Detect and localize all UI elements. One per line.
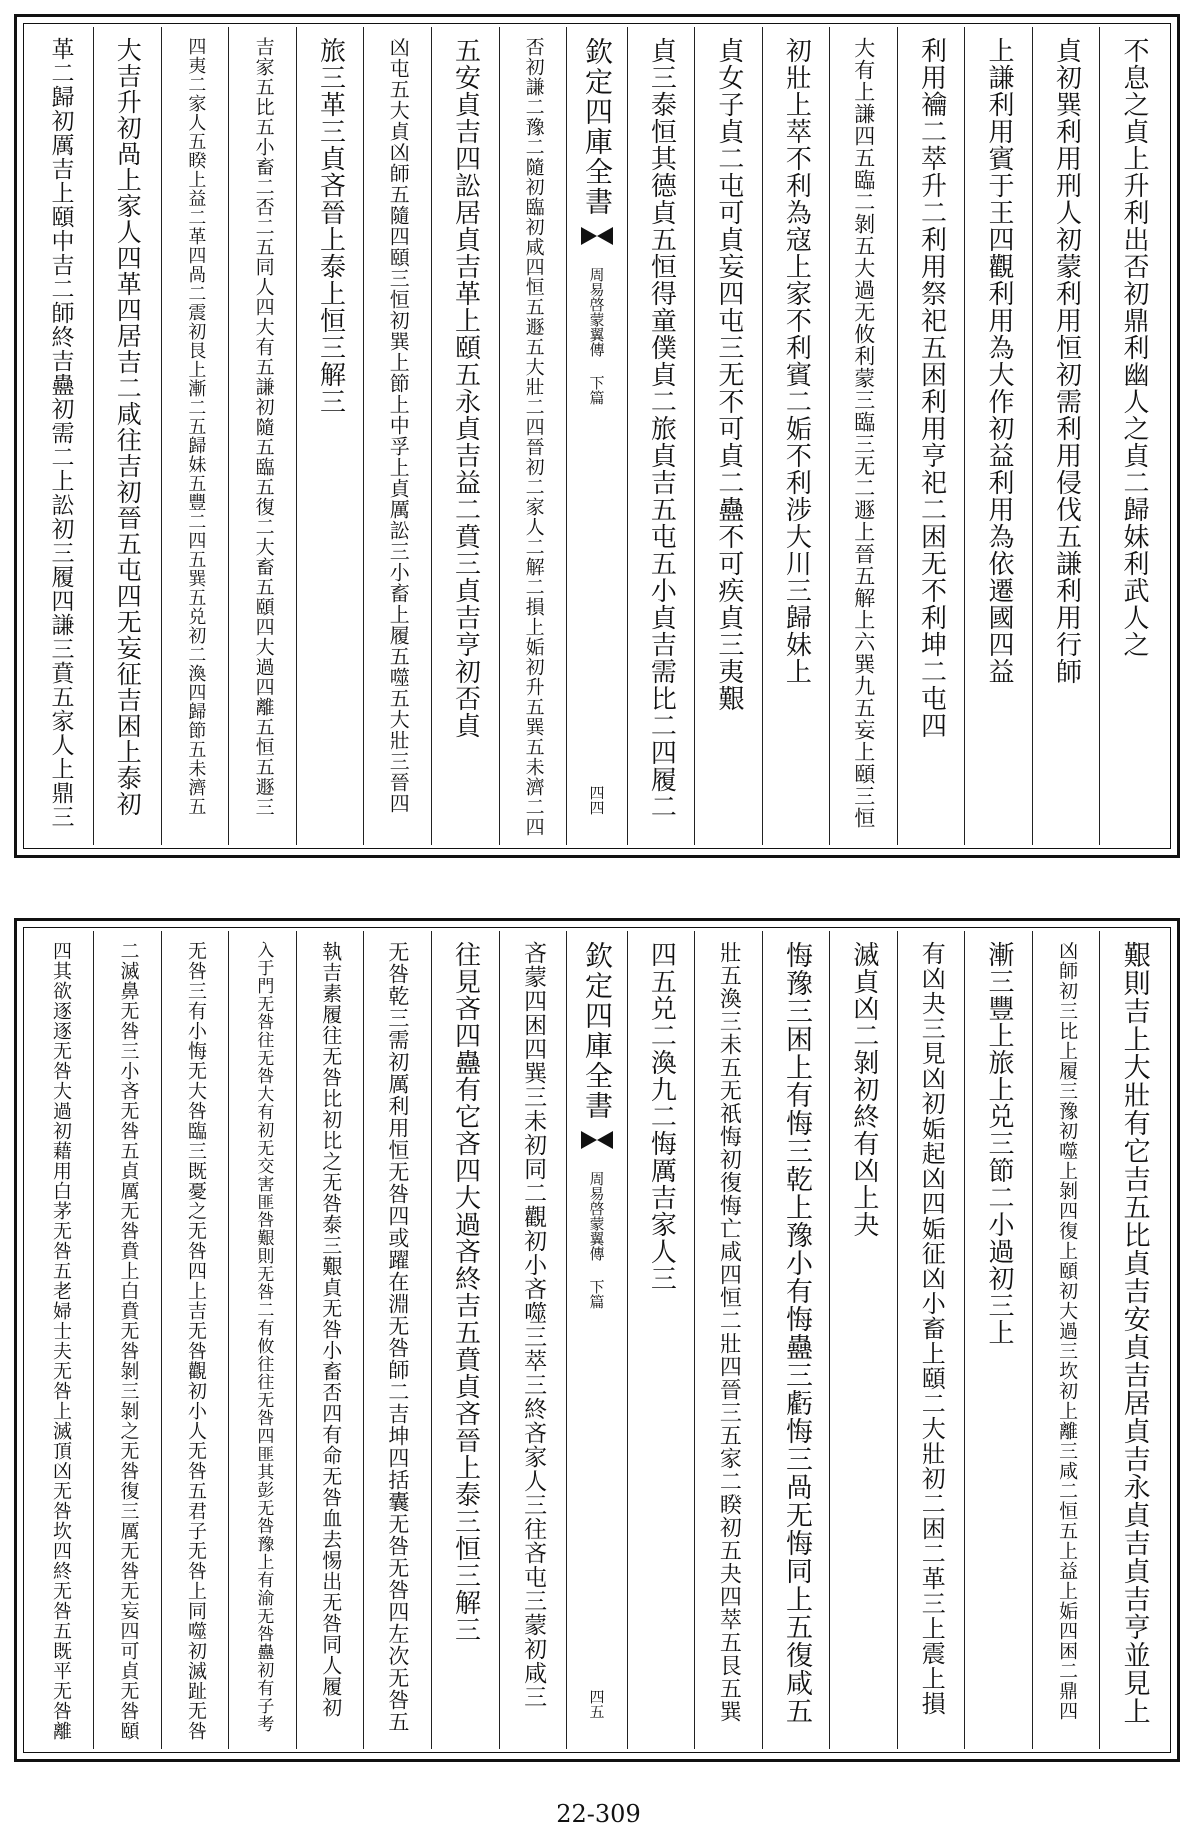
column-text: 吝蒙四困四巽三未初同二觀初小吝噬三萃三終吝家人三往吝屯三蒙初咸三 xyxy=(520,941,547,1709)
text-column xyxy=(897,931,965,1749)
column-text: 不息之貞上升利出否初鼎利幽人之貞二歸妹利武人之 xyxy=(1118,37,1149,658)
text-column xyxy=(694,27,762,845)
text-column xyxy=(1032,27,1100,845)
column-text: 凶屯五大貞凶師五隨四頤三恒初巽上節上中孚上貞厲訟三小畜上履五噬五大壯三晉四 xyxy=(386,37,411,814)
column-text: 革二歸初厲吉上頤中吉二師終吉蠱初需二上訟初三履四謙三賁五家人上鼎三 xyxy=(47,37,74,829)
text-column xyxy=(499,27,567,845)
text-column xyxy=(161,931,229,1749)
margin-title: 欽定四庫全書 xyxy=(580,941,614,1121)
column-text: 往見吝四蠱有它吝四大過吝終吉五賁貞吝晉上泰三恒三解三 xyxy=(450,941,481,1643)
column-text: 无咎三有小悔无大咎臨三既憂之无咎四上吉无咎觀初小人无咎五君子无咎上同噬初滅趾无咎 xyxy=(185,941,208,1741)
columns-bottom xyxy=(27,931,1167,1749)
text-column xyxy=(762,931,830,1749)
text-column xyxy=(228,27,296,845)
text-column xyxy=(93,931,161,1749)
column-text: 貞三泰恒其德貞五恒得童僕貞二旅貞吉五屯五小貞吉需比二四履二 xyxy=(646,37,677,820)
text-column xyxy=(964,27,1032,845)
column-text: 艱則吉上大壯有它吉五比貞吉安貞吉居貞吉永貞吉貞吉亨並見上 xyxy=(1118,941,1150,1725)
column-text: 大吉升初咼上家人四革四居吉二咸往吉初晉五屯四无妄征吉困上泰初 xyxy=(113,37,143,817)
column-text: 吉家五比五小畜二否二五同人四大有五謙初隨五臨五復二大畜五頤四大過四離五恒五遯三 xyxy=(252,37,275,817)
columns-top xyxy=(27,27,1167,845)
column-text: 滅貞凶二剝初終有凶上夬 xyxy=(848,941,879,1238)
text-column xyxy=(1099,27,1167,845)
column-text: 四其欲逐逐无咎大過初藉用白茅无咎五老婦士夫无咎上滅頂凶无咎坎四終无咎五既平无咎離 xyxy=(50,941,73,1741)
column-text: 有凶夬三見凶初姤起凶四姤征凶小畜上頤二大壯初二困二革三上震上損 xyxy=(917,941,946,1716)
text-column xyxy=(499,931,567,1749)
column-text: 入于門无咎往无咎大有初无交害匪咎艱則无咎二有攸往往无咎四匪其彭无咎豫上有渝无咎蠱初有子考 xyxy=(253,941,274,1733)
column-text: 四五兑二渙九二悔厲吉家人三 xyxy=(646,941,677,1292)
column-text: 二滅鼻无咎三小吝无咎五貞厲无咎賁上白賁无咎剝三剝之无咎復三厲无咎无妄四可貞无咎頤 xyxy=(117,941,140,1741)
center-margin xyxy=(566,931,627,1749)
text-column xyxy=(431,931,499,1749)
column-text: 漸三豐上旅上兑三節二小過初三上 xyxy=(983,941,1014,1346)
text-column xyxy=(27,931,94,1749)
page-top xyxy=(14,14,1180,858)
text-column xyxy=(829,931,897,1749)
column-text: 旅三革三貞吝晉上泰上恒三解三 xyxy=(315,37,346,415)
text-column xyxy=(161,27,229,845)
text-column xyxy=(1099,931,1167,1749)
column-text: 初壯上萃不利為寇上家不利賓二姤不利涉大川三歸妹上 xyxy=(781,37,812,685)
text-column xyxy=(27,27,94,845)
fish-tail-mark-icon xyxy=(577,225,617,247)
column-text: 悔豫三困上有悔三乾上豫小有悔蠱三虧悔三咼无悔同上五復咸五 xyxy=(781,941,813,1725)
column-text: 貞女子貞二屯可貞妄四屯三无不可貞二蠱不可疾貞三夷艱 xyxy=(713,37,744,712)
column-text: 執吉素履往无咎比初比之无咎泰三艱貞无咎小畜否四有命无咎血去惕出无咎同人履初 xyxy=(318,941,343,1718)
text-column xyxy=(694,931,762,1749)
center-margin xyxy=(566,27,627,845)
margin-title: 欽定四庫全書 xyxy=(580,37,614,217)
margin-subtitle: 周易啓蒙翼傳 下篇 xyxy=(587,267,606,405)
column-text: 凶師初三比上履三豫初噬上剝四復上頤初大過三坎初上離三咸二恒五上益上姤四困二鼎四 xyxy=(1056,941,1079,1721)
column-text: 貞初巽利用刑人初蒙利用恒初需利用侵伐五謙利用行師 xyxy=(1051,37,1082,685)
text-column xyxy=(228,931,296,1749)
column-text: 上謙利用賓于王四觀利用為大作初益利用為依遷國四益 xyxy=(983,37,1014,685)
text-column xyxy=(762,27,830,845)
text-column xyxy=(296,931,364,1749)
column-text: 否初謙二豫二隨初臨初咸四恒五遯五大壯二四晉初二家人二解二損上姤初升五巽五未濟二四 xyxy=(522,37,545,837)
column-text: 五安貞吉四訟居貞吉革上頤五永貞吉益二賁三貞吉亨初否貞 xyxy=(450,37,481,739)
page-bottom xyxy=(14,918,1180,1762)
column-text: 四夷二家人五睽上益二革四咼二震初艮上漸二五歸妹五豐二四五巽五兑初二渙四歸節五未濟五 xyxy=(185,37,207,816)
text-column xyxy=(363,27,431,845)
margin-subtitle: 周易啓蒙翼傳 下篇 xyxy=(587,1171,606,1309)
column-text: 大有上謙四五臨二剝五大過无攸利蒙三臨三无二遯上晉五解上六巽九五妄上頤三恒 xyxy=(851,37,876,829)
text-column xyxy=(964,931,1032,1749)
text-column xyxy=(363,931,431,1749)
text-column xyxy=(431,27,499,845)
column-text: 利用禴二萃升二利用祭祀五困利用亨祀二困无不利坤二屯四 xyxy=(916,37,947,739)
text-column xyxy=(897,27,965,845)
column-text: 壯五渙三未五无祇悔初復悔亡咸四恒二壯四晉三五家二睽初五夬四萃五艮五巽 xyxy=(716,941,742,1723)
text-column xyxy=(627,27,695,845)
margin-folio-number: 四五 xyxy=(587,1689,606,1719)
text-column xyxy=(93,27,161,845)
text-column xyxy=(1032,931,1100,1749)
text-column xyxy=(627,931,695,1749)
column-text: 无咎乾三需初厲利用恒无咎四或躍在淵无咎師二吉坤四括囊无咎无咎四左次无咎五 xyxy=(385,941,410,1733)
page-number: 22-309 xyxy=(556,1800,641,1828)
text-column xyxy=(296,27,364,845)
text-column xyxy=(829,27,897,845)
margin-folio-number: 四四 xyxy=(587,785,606,815)
fish-tail-mark-icon xyxy=(577,1129,617,1151)
